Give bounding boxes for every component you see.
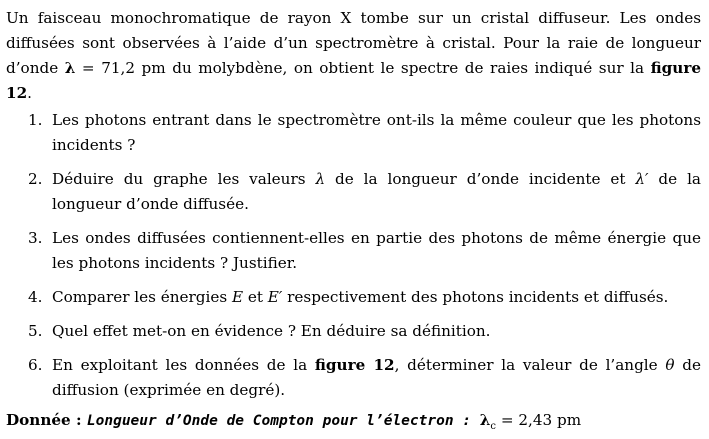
lambda-symbol: λ <box>315 170 326 188</box>
figure-reference: figure 12 <box>314 356 395 374</box>
given-text: Longueur d’Onde de Compton pour l’électron : <box>86 413 480 429</box>
question-item-5 <box>6 319 701 344</box>
question-item-2 <box>6 167 701 217</box>
question-text: Déduire du graphe les valeurs <box>52 170 316 188</box>
intro-end: . <box>27 84 32 102</box>
question-text: Comparer les énergies <box>52 288 232 306</box>
question-item-3 <box>6 226 701 276</box>
figure-reference: figure 12 <box>6 59 702 102</box>
question-number: 2. <box>28 170 43 188</box>
question-text: Les photons entrant dans le spectromètre ont-ils la même couleur que les photons incidents ? <box>52 111 701 154</box>
question-item-4 <box>6 285 701 310</box>
question-text: de la longueur d’onde diffusée. <box>52 170 701 213</box>
question-text: Les ondes diffusées contiennent-elles en partie des photons de même énergie que les photons incidents ? Justifier. <box>52 229 701 272</box>
intro-paragraph <box>6 6 701 106</box>
lambda-c-subscript: c <box>490 421 497 433</box>
intro-text: Un faisceau monochromatique de rayon X tombe sur un cristal diffuseur. Les ondes diffusées sont observées à l’aide d’un spectromètre à cristal. Pour la raie de longueur d’onde <box>6 9 701 77</box>
lambda-c-symbol: λ <box>479 411 491 429</box>
energy-symbol: E <box>231 288 244 306</box>
question-number: 6. <box>28 356 43 374</box>
energy-prime-symbol: E′ <box>267 288 283 306</box>
question-list <box>6 108 701 403</box>
question-item-6 <box>6 353 701 403</box>
given-value: = 2,43 pm <box>496 411 582 429</box>
question-item-1 <box>6 108 701 158</box>
question-number: 1. <box>28 111 43 129</box>
question-number: 4. <box>28 288 43 306</box>
question-text: En exploitant les données de la <box>52 356 315 374</box>
question-text: respectivement des photons incidents et diffusés. <box>282 288 669 306</box>
lambda-prime-symbol: λ′ <box>635 170 649 188</box>
question-text: de la longueur d’onde incidente et <box>325 170 636 188</box>
question-text: et <box>243 288 268 306</box>
lambda-symbol: λ <box>64 59 76 77</box>
question-text: , déterminer la valeur de l’angle <box>394 356 666 374</box>
question-number: 5. <box>28 322 43 340</box>
lambda-value-text: = 71,2 pm du molybdène, on obtient le spectre de raies indiqué sur la <box>75 59 651 77</box>
question-number: 3. <box>28 229 43 247</box>
question-text: de diffusion (exprimée en degré). <box>52 356 701 399</box>
theta-symbol: θ <box>665 356 675 374</box>
given-label: Donnée : <box>6 411 87 429</box>
given-data-line <box>6 408 701 439</box>
question-text: Quel effet met-on en évidence ? En déduire sa définition. <box>52 322 491 340</box>
